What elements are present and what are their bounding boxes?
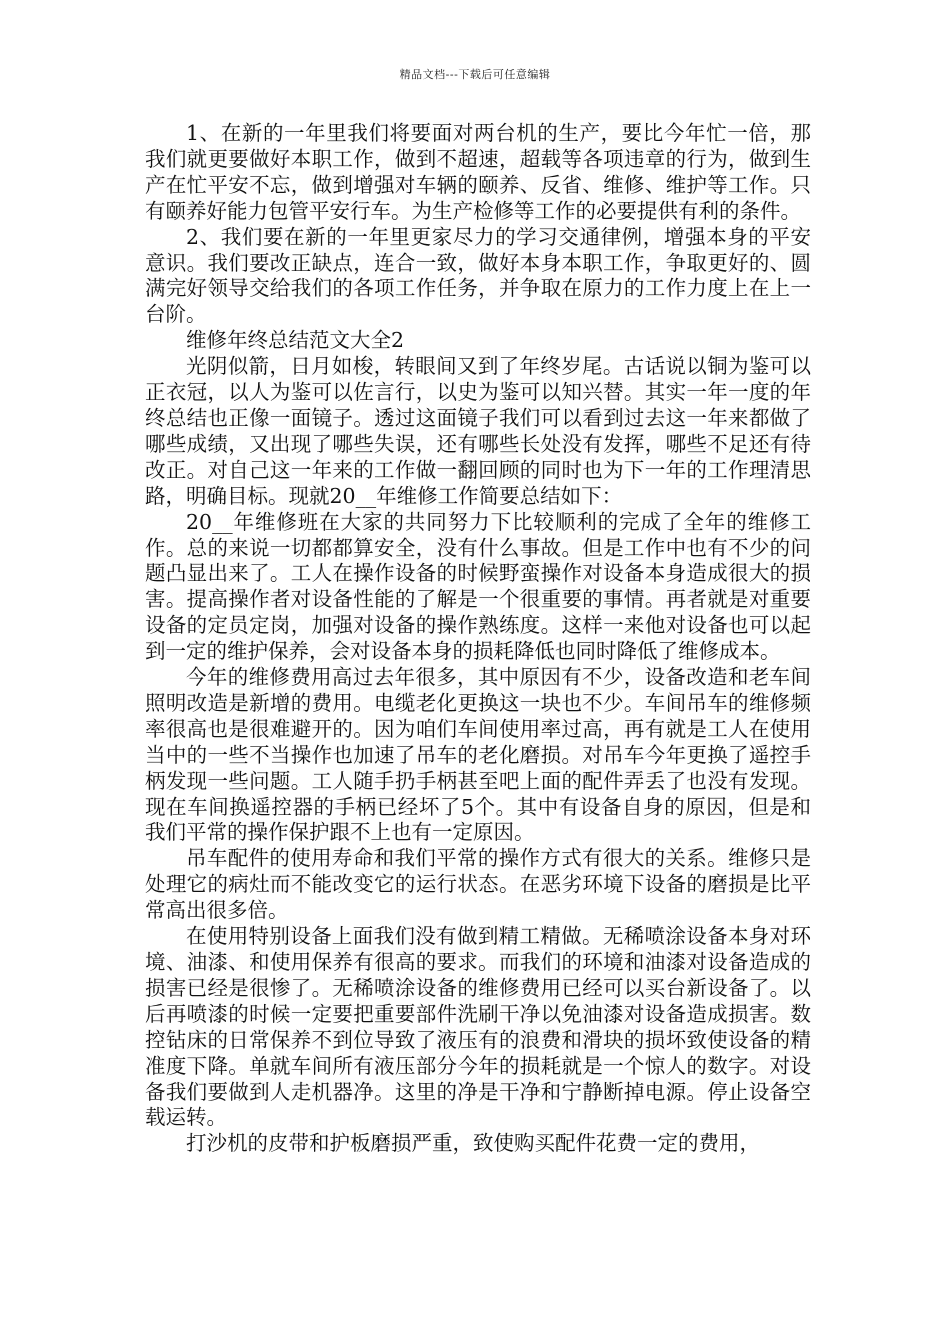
paragraph-sander: 打沙机的皮带和护板磨损严重，致使购买配件花费一定的费用， <box>186 1131 760 1156</box>
section-heading: 维修年终总结范文大全2 <box>186 328 405 353</box>
paragraph-plan-1: 1、在新的一年里我们将要面对两台机的生产，要比今年忙一倍，那我们就更要做好本职工作，做到不超速，超载等各项违章的行为，做到生产在忙平安不忘，做到增强对车辆的颐养、反省、维修、维护等工作。只有颐养好能力包管平安行车。为生产检修等工作的必要提供有利的条件。 <box>145 121 811 223</box>
paragraph-intro: 光阴似箭，日月如梭，转眼间又到了年终岁尾。古话说以铜为鉴可以正衣冠，以人为鉴可以佐言行，以史为鉴可以知兴替。其实一年一度的年终总结也正像一面镜子。透过这面镜子我们可以看到过去这一年来都做了哪些成绩，又出现了哪些失误，还有哪些长处没有发挥，哪些不足还有待改正。对自己这一年来的工作做一翻回顾的同时也为下一年的工作理清思路，明确目标。现就20__年维修工作简要总结如下： <box>145 354 811 508</box>
paragraph-special-equipment: 在使用特别设备上面我们没有做到精工精做。无稀喷涂设备本身对环境、油漆、和使用保养有很高的要求。而我们的环境和油漆对设备造成的损害已经是很惨了。无稀喷涂设备的维修费用已经可以买台新设备了。以后再喷漆的时候一定要把重要部件洗刷干净以免油漆对设备造成损害。数控钻床的日常保养不到位导致了液压有的浪费和滑块的损坏致使设备的精准度下降。单就车间所有液压部分今年的损耗就是一个惊人的数字。对设备我们要做到人走机器净。这里的净是干净和宁静断掉电源。停止设备空载运转。 <box>145 924 811 1130</box>
document-body <box>145 121 811 1157</box>
paragraph-overview: 20__年维修班在大家的共同努力下比较顺利的完成了全年的维修工作。总的来说一切都都算安全，没有什么事故。但是工作中也有不少的问题凸显出来了。工人在操作设备的时候野蛮操作对设备本身造成很大的损害。提高操作者对设备性能的了解是一个很重要的事情。再者就是对重要设备的定员定岗，加强对设备的操作熟练度。这样一来他对设备也可以起到一定的维护保养，会对设备本身的损耗降低也同时降低了维修成本。 <box>145 509 811 664</box>
paragraph-crane-parts: 吊车配件的使用寿命和我们平常的操作方式有很大的关系。维修只是处理它的病灶而不能改变它的运行状态。在恶劣环境下设备的磨损是比平常高出很多倍。 <box>145 846 811 923</box>
page-header: 精品文档---下载后可任意编辑 <box>399 68 551 81</box>
paragraph-plan-2: 2、我们要在新的一年里更家尽力的学习交通律例，增强本身的平安意识。我们要改正缺点，连合一致，做好本身本职工作，争取更好的、圆满完好领导交给我们的各项工作任务，并争取在原力的工作力度上在上一台阶。 <box>145 224 811 327</box>
paragraph-costs: 今年的维修费用高过去年很多，其中原因有不少，设备改造和老车间照明改造是新增的费用。电缆老化更换这一块也不少。车间吊车的维修频率很高也是很难避开的。因为咱们车间使用率过高，再有就是工人在使用当中的一些不当操作也加速了吊车的老化磨损。对吊车今年更换了遥控手柄发现一些问题。工人随手扔手柄甚至吧上面的配件弄丢了也没有发现。现在车间换遥控器的手柄已经坏了5个。其中有设备自身的原因，但是和我们平常的操作保护跟不上也有一定原因。 <box>145 665 811 845</box>
